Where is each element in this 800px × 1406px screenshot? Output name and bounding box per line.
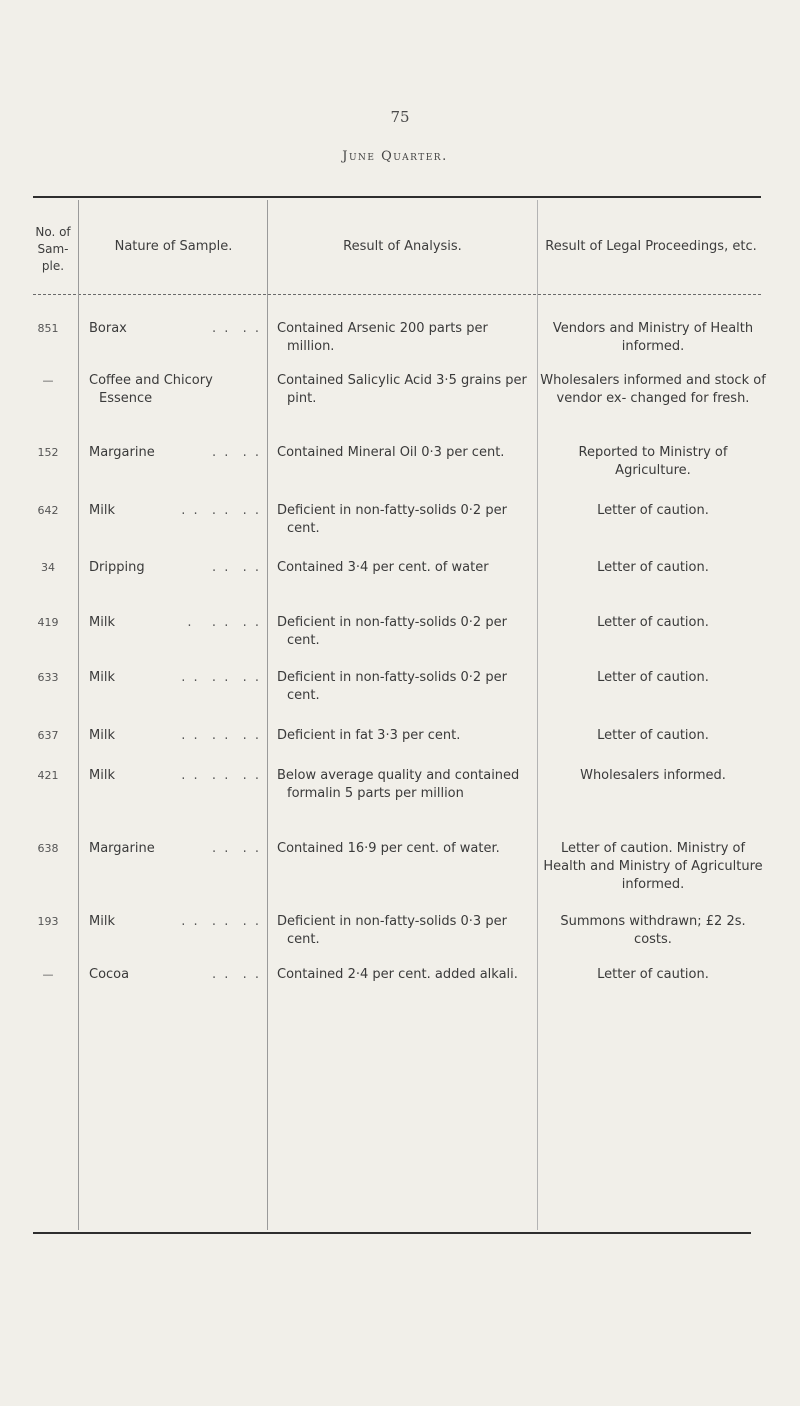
legal-result: Letter of caution. xyxy=(597,670,709,685)
leader-dots: . . . . xyxy=(211,445,261,460)
sample-nature-text: Milk xyxy=(89,728,115,743)
legal-result: Letter of caution. Ministry of Health and Ministry of Agriculture informed. xyxy=(543,841,763,892)
sample-number: 638 xyxy=(37,842,59,855)
column-divider xyxy=(78,200,79,1230)
analysis-result-text: Deficient in non-fatty-solids 0·2 per cent. xyxy=(277,670,507,703)
analysis-result-text: Deficient in non-fatty-solids 0·3 per cent. xyxy=(277,914,507,947)
sample-nature-text: Cocoa xyxy=(89,967,130,982)
analysis-result-text: Contained 3·4 per cent. of water xyxy=(277,560,489,575)
leader-dots: . . . . . . xyxy=(181,728,261,743)
table-bottom-rule xyxy=(33,1232,751,1234)
legal-result: Letter of caution. xyxy=(597,615,709,630)
sample-nature-text: Margarine xyxy=(89,445,155,460)
sample-nature-text: Milk xyxy=(89,503,115,518)
analysis-result-text: Below average quality and contained formalin 5 parts per million xyxy=(277,768,520,801)
legal-result: Wholesalers informed and stock of vendor ex- changed for fresh. xyxy=(540,373,766,406)
sample-nature-text: Margarine xyxy=(89,841,155,856)
column-divider xyxy=(537,200,538,1230)
sample-nature xyxy=(89,966,261,984)
column-divider xyxy=(267,200,268,1230)
sample-nature-text: Dripping xyxy=(89,560,145,575)
analysis-result-text: Contained 2·4 per cent. added alkali. xyxy=(277,967,518,982)
legal-result: Summons withdrawn; £2 2s. costs. xyxy=(560,914,746,947)
analysis-result xyxy=(277,767,527,803)
sample-nature xyxy=(89,840,261,858)
sample-number: 637 xyxy=(37,729,59,742)
header-sample-number: No. of Sam- ple. xyxy=(35,225,71,273)
sample-nature-text: Borax xyxy=(89,321,127,336)
sample-nature-text: Milk xyxy=(89,615,115,630)
analysis-result-text: Contained Mineral Oil 0·3 per cent. xyxy=(277,445,505,460)
sample-nature xyxy=(89,559,261,577)
analysis-result xyxy=(277,840,527,858)
sample-number: 419 xyxy=(37,616,59,629)
leader-dots: . . . . . . xyxy=(181,914,261,929)
analysis-result-text: Deficient in non-fatty-solids 0·2 per cent. xyxy=(277,615,507,648)
legal-result: Reported to Ministry of Agriculture. xyxy=(578,445,728,478)
legal-result: Letter of caution. xyxy=(597,728,709,743)
analysis-result xyxy=(277,372,527,408)
sample-number: 193 xyxy=(37,915,59,928)
header-result-of-analysis: Result of Analysis. xyxy=(343,239,462,254)
sample-number: 152 xyxy=(37,446,59,459)
sample-nature xyxy=(89,372,261,408)
analysis-result xyxy=(277,320,527,356)
sample-nature-text: Coffee and Chicory Essence xyxy=(89,373,213,406)
sample-nature xyxy=(89,669,261,687)
sample-nature xyxy=(89,727,261,745)
legal-result: Letter of caution. xyxy=(597,560,709,575)
analysis-result-text: Contained Salicylic Acid 3·5 grains per pint. xyxy=(277,373,527,406)
analysis-result xyxy=(277,502,527,538)
leader-dots: . . . . . . xyxy=(181,768,261,783)
header-legal-proceedings: Result of Legal Proceedings, etc. xyxy=(545,239,757,254)
analysis-result xyxy=(277,669,527,705)
table-top-rule xyxy=(33,196,761,198)
sample-nature-text: Milk xyxy=(89,670,115,685)
leader-dots: . . . . xyxy=(211,321,261,336)
analysis-result xyxy=(277,444,527,462)
legal-result: Wholesalers informed. xyxy=(580,768,726,783)
analysis-result xyxy=(277,913,527,949)
leader-dots: . . . . . . xyxy=(181,503,261,518)
sample-number: 421 xyxy=(37,769,59,782)
legal-result: Letter of caution. xyxy=(597,967,709,982)
leader-dots: . . . . . xyxy=(187,615,261,630)
analysis-result-text: Deficient in fat 3·3 per cent. xyxy=(277,728,461,743)
sample-nature xyxy=(89,767,261,785)
sample-number: 851 xyxy=(37,322,59,335)
header-divider xyxy=(33,294,761,295)
sample-nature-text: Milk xyxy=(89,914,115,929)
sample-number: — xyxy=(42,374,54,387)
analysis-result xyxy=(277,727,527,745)
analysis-result-text: Deficient in non-fatty-solids 0·2 per cent. xyxy=(277,503,507,536)
page-number: 75 xyxy=(390,108,410,126)
leader-dots: . . . . xyxy=(211,967,261,982)
header-nature-of-sample: Nature of Sample. xyxy=(114,239,233,254)
legal-result: Vendors and Ministry of Health informed. xyxy=(552,321,754,354)
sample-number: 633 xyxy=(37,671,59,684)
sample-nature-text: Milk xyxy=(89,768,115,783)
leader-dots: . . . . . . xyxy=(181,670,261,685)
sample-number: 34 xyxy=(41,561,55,574)
sample-nature xyxy=(89,614,261,632)
analysis-result xyxy=(277,966,527,984)
analysis-result xyxy=(277,614,527,650)
legal-result: Letter of caution. xyxy=(597,503,709,518)
sample-nature xyxy=(89,320,261,338)
sample-nature xyxy=(89,913,261,931)
sample-number: 642 xyxy=(37,504,59,517)
analysis-result xyxy=(277,559,527,577)
section-title: June Quarter. xyxy=(342,149,448,164)
leader-dots: . . . . xyxy=(211,841,261,856)
sample-nature xyxy=(89,444,261,462)
sample-nature xyxy=(89,502,261,520)
sample-number: — xyxy=(42,968,54,981)
analysis-result-text: Contained Arsenic 200 parts per million. xyxy=(277,321,488,354)
analysis-result-text: Contained 16·9 per cent. of water. xyxy=(277,841,500,856)
leader-dots: . . . . xyxy=(211,560,261,575)
